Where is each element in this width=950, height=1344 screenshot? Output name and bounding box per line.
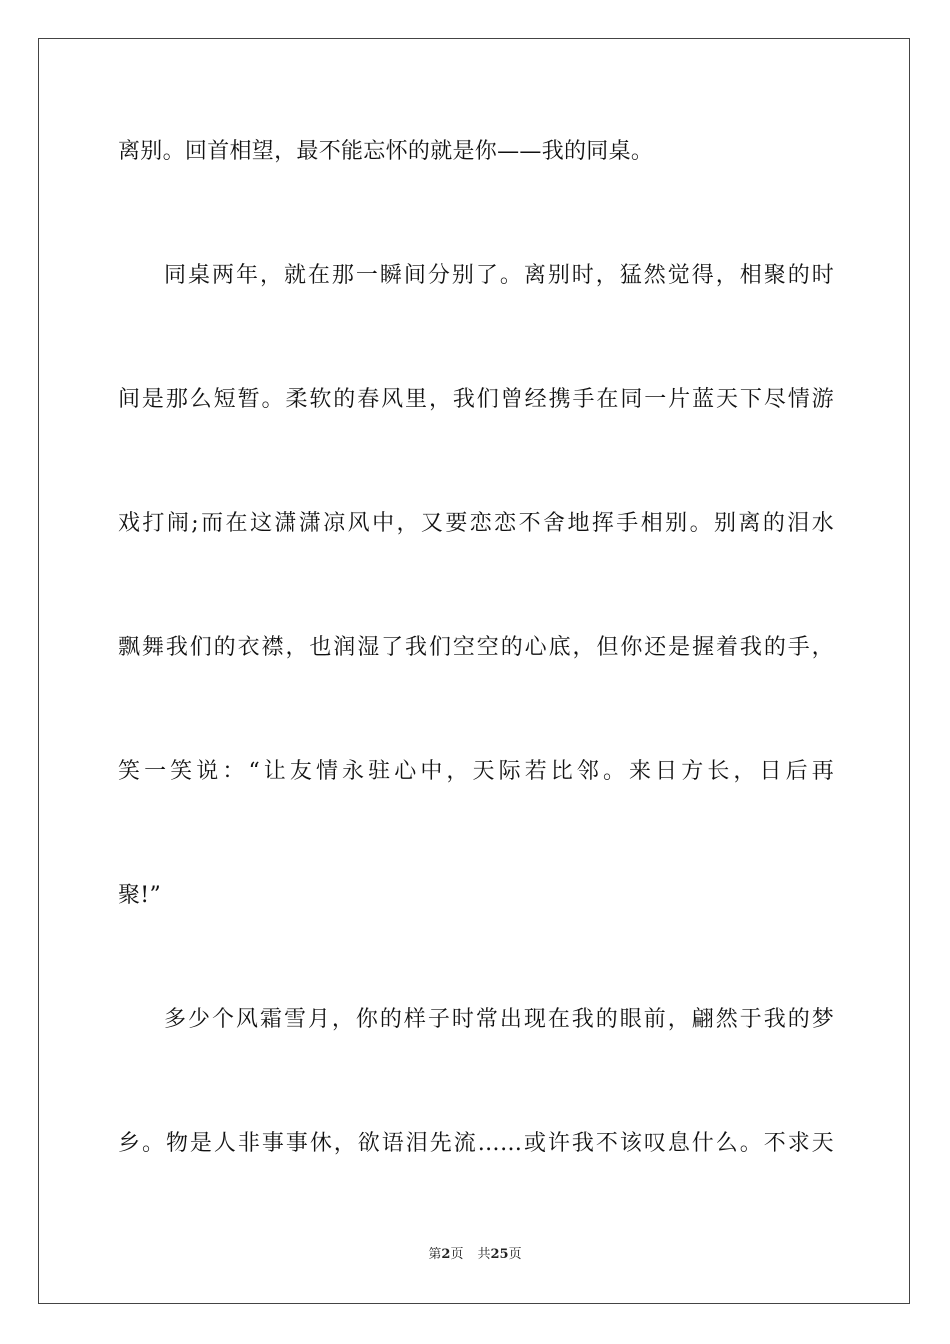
text-line-2: 同桌两年，就在那一瞬间分别了。离别时，猛然觉得，相聚的时 — [164, 263, 834, 288]
text-line-7: 聚!” — [118, 883, 161, 908]
total-prefix: 共 — [477, 1247, 491, 1262]
text-line-3: 间是那么短暂。柔软的春风里，我们曾经携手在同一片蓝天下尽情游 — [118, 387, 834, 412]
text-line-6: 笑一笑说：“让友情永驻心中，天际若比邻。来日方长，日后再 — [118, 759, 834, 784]
text-line-9: 乡。物是人非事事休，欲语泪先流……或许我不该叹息什么。不求天 — [118, 1131, 834, 1156]
page-prefix: 第 — [428, 1247, 442, 1262]
page-footer — [0, 1246, 950, 1264]
page-suffix: 页 — [450, 1247, 464, 1262]
page-border — [38, 38, 910, 1304]
total-pages: 25 — [490, 1247, 509, 1262]
text-line-4: 戏打闹;而在这潇潇凉风中，又要恋恋不舍地挥手相别。别离的泪水 — [118, 511, 834, 536]
page-number: 2 — [441, 1247, 451, 1262]
text-line-8: 多少个风霜雪月，你的样子时常出现在我的眼前，翩然于我的梦 — [164, 1007, 834, 1032]
text-line-1: 离别。回首相望，最不能忘怀的就是你——我的同桌。 — [118, 139, 654, 164]
text-line-5: 飘舞我们的衣襟，也润湿了我们空空的心底，但你还是握着我的手， — [118, 635, 834, 660]
total-suffix: 页 — [508, 1247, 522, 1262]
